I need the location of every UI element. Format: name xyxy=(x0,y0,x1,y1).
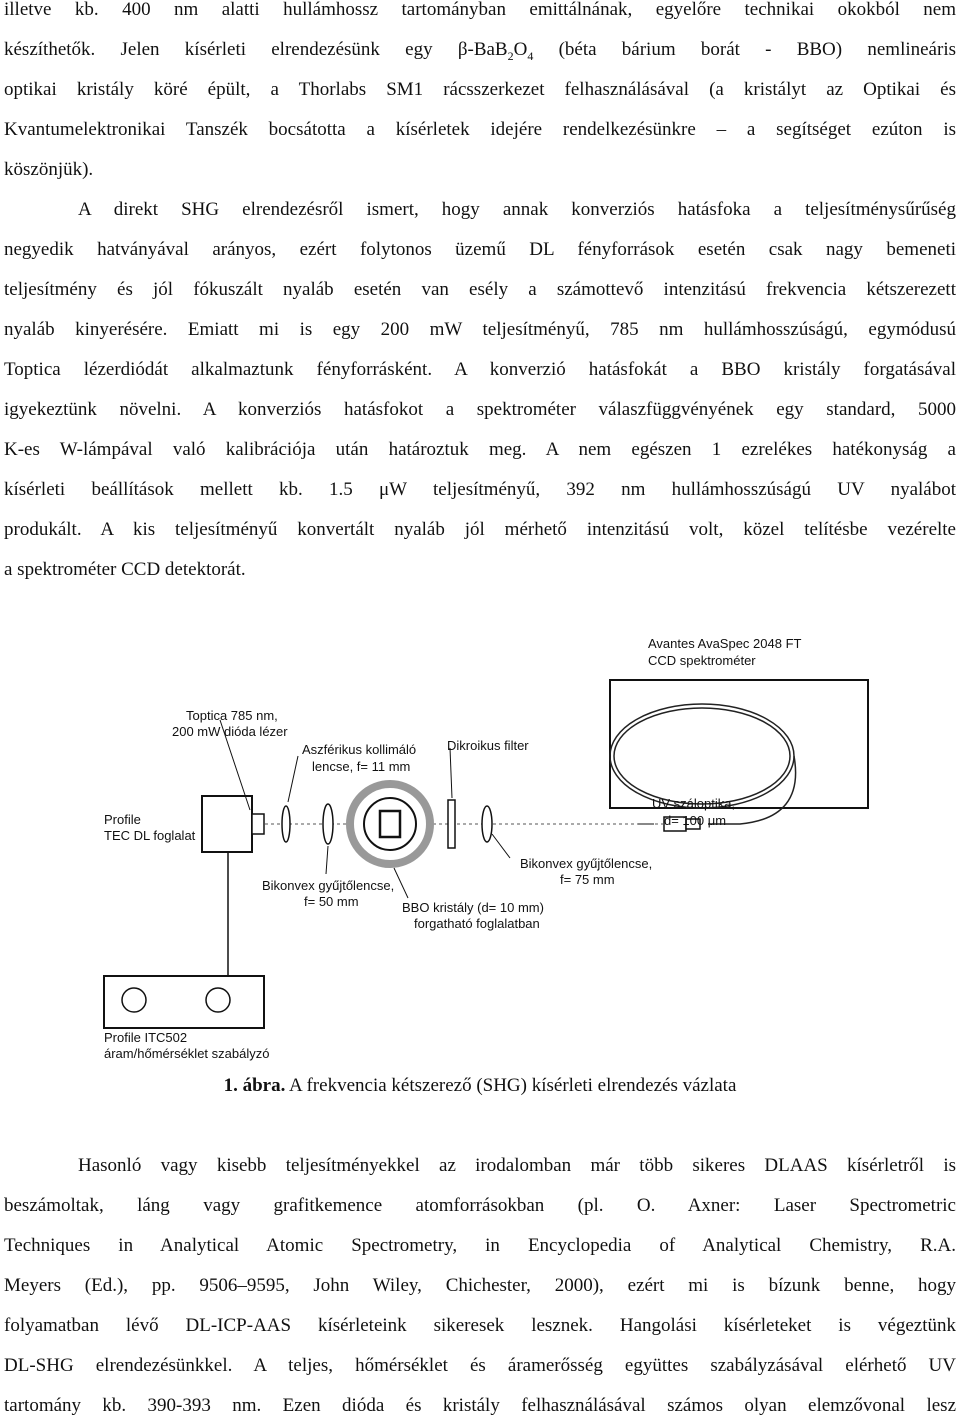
collimator-lens xyxy=(282,806,290,842)
text-line: illetve kb. 400 nm alatti hullámhossz tartományban emittálnának, egyelőre technikai okokból nem xyxy=(4,0,956,20)
text-line-formula: készíthetők. Jelen kísérleti elrendezésünk egy $\beta-BaB_2O_4$ (béta bárium borát - BBO) nemlineáris xyxy=(4,39,956,63)
paragraph-2 xyxy=(4,190,956,590)
label-line: Bikonvex gyűjtőlencse, xyxy=(520,856,653,871)
text-line: tartomány kb. 390-393 nm. Ezen dióda és kristály felhasználásával számos olyan elemzővonal lesz xyxy=(4,1395,956,1416)
text-line: teljesítmény és jól fókuszált nyaláb esetén van esély a számottevő intenzitású frekvencia kétszerezett xyxy=(4,279,956,300)
shg-setup-diagram xyxy=(90,628,880,1068)
label-dichroic xyxy=(447,738,529,753)
label-spectrometer xyxy=(648,636,802,668)
label-line: lencse, f= 11 mm xyxy=(312,759,411,774)
caption-label: 1. ábra. xyxy=(223,1075,286,1096)
text-line: DL-SHG elrendezésünkkel. A teljes, hőmérséklet és áramerősség együttes szabályzásával elérhető UV xyxy=(4,1355,956,1376)
label-crystal xyxy=(402,900,544,931)
label-line: Profile xyxy=(104,812,141,827)
label-line: f= 75 mm xyxy=(560,872,615,887)
shg-setup-figure xyxy=(90,628,880,1068)
label-lens1 xyxy=(262,878,394,909)
text-line: Kvantumelektronikai Tanszék bocsátotta a kísérletek idejére rendelkezésünkre – a segítséget ezúton is xyxy=(4,119,956,140)
label-line: d= 100 μm xyxy=(664,813,727,828)
focusing-lens-50 xyxy=(323,804,333,844)
label-line: Profile ITC502 xyxy=(104,1030,188,1045)
label-laser xyxy=(172,708,288,739)
label-line: CCD spektrométer xyxy=(648,653,756,668)
text-line: a spektrométer CCD detektorát. xyxy=(4,559,246,580)
label-line: áram/hőmérséklet szabályzó xyxy=(104,1046,270,1061)
label-mount xyxy=(104,812,196,843)
label-line: Bikonvex gyűjtőlencse, xyxy=(262,878,395,893)
label-line: UV száloptika, xyxy=(652,796,736,811)
label-line: 200 mW dióda lézer xyxy=(172,724,288,739)
focusing-lens-75 xyxy=(482,806,492,842)
text-line: Techniques in Analytical Atomic Spectrometry, in Encyclopedia of Analytical Chemistry, R.A. xyxy=(4,1235,956,1256)
label-line: Dikroikus filter xyxy=(447,738,529,753)
text-line: optikai kristály köré épült, a Thorlabs SM1 rácsszerkezet felhasználásával (a kristályt az Optikai és xyxy=(4,79,956,100)
label-line: forgatható foglalatban xyxy=(414,916,540,931)
label-line: Avantes AvaSpec 2048 FT xyxy=(648,636,802,651)
text-line: igyekeztünk növelni. A konverziós hatásfokot a spektrométer válaszfüggvényének egy standard, 5000 xyxy=(4,399,956,420)
text-line: Hasonló vagy kisebb teljesítményekkel az irodalomban már több sikeres DLAAS kísérletről is xyxy=(78,1155,956,1176)
text-line: köszönjük). xyxy=(4,159,94,180)
text-line: negyedik hatványával arányos, ezért folytonos üzemű DL fényforrások esetén csak nagy bemeneti xyxy=(4,239,956,260)
label-line: f= 50 mm xyxy=(304,894,359,909)
label-line: TEC DL foglalat xyxy=(104,828,196,843)
text-line: A direkt SHG elrendezésről ismert, hogy annak konverziós hatásfoka a teljesítménysűrűség xyxy=(78,199,956,220)
text-line: nyaláb kinyerésére. Emiatt mi is egy 200 mW teljesítményű, 785 nm hullámhosszúságú, egymódusú xyxy=(4,319,956,340)
text-line: folyamatban lévő DL-ICP-AAS kísérleteink sikeresek lesznek. Hangolási kísérleteket is végeztünk xyxy=(4,1315,956,1336)
dichroic-filter xyxy=(448,800,455,848)
text-line: kísérleti beállítások mellett kb. 1.5 μW teljesítményű, 392 nm hullámhosszúságú UV nyalábot xyxy=(4,479,956,500)
spectrometer-box xyxy=(610,680,868,808)
laser-mount xyxy=(202,796,252,852)
paragraph-1 xyxy=(4,0,956,190)
laser-diode xyxy=(252,814,264,834)
label-collimator xyxy=(302,742,416,774)
label-lens2 xyxy=(520,856,652,887)
text-line: Meyers (Ed.), pp. 9506–9595, John Wiley, Chichester, 2000), ezért mi is bízunk benne, hogy xyxy=(4,1275,956,1296)
text-line: Toptica lézerdiódát alkalmaztunk fényforrásként. A konverzió hatásfokát a BBO kristály forgatásával xyxy=(4,359,956,380)
label-line: Aszférikus kollimáló xyxy=(302,742,417,757)
text-line: K-es W-lámpával való kalibrációja után határoztuk meg. A nem egészen 1 ezrelékes hatékonyság a xyxy=(4,439,956,460)
label-controller xyxy=(104,1030,269,1061)
paragraph-3 xyxy=(4,1146,956,1426)
label-line: Toptica 785 nm, xyxy=(186,708,278,723)
figure-caption xyxy=(0,1070,960,1102)
controller-knob xyxy=(122,988,146,1012)
caption-text: A frekvencia kétszerező (SHG) kísérleti elrendezés vázlata xyxy=(285,1075,737,1096)
text-line: produkált. A kis teljesítményű konvertált nyaláb jól mérhető intenzitású volt, közel telítésbe vezérelte xyxy=(4,519,956,540)
text-line: beszámoltak, láng vagy grafitkemence atomforrásokban (pl. O. Axner: Laser Spectrometric xyxy=(4,1195,956,1216)
label-line: BBO kristály (d= 10 mm) xyxy=(402,900,544,915)
controller-knob xyxy=(206,988,230,1012)
label-fiber xyxy=(652,796,735,828)
bbo-crystal xyxy=(380,811,400,837)
